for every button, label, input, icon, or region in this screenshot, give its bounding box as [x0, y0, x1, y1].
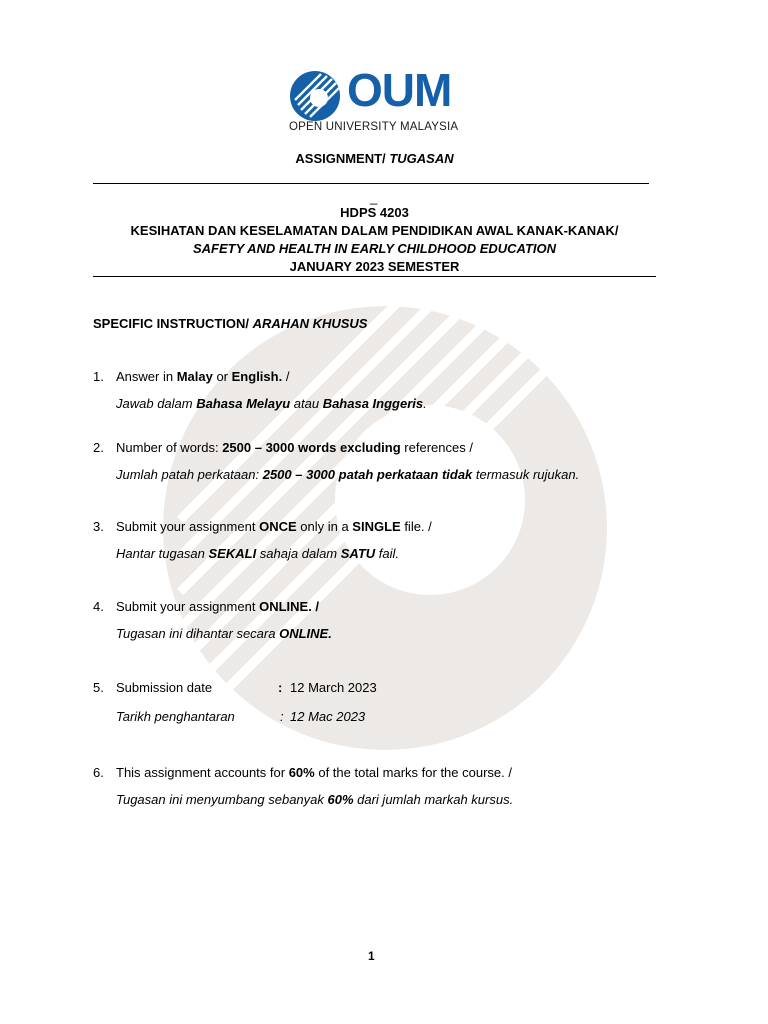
item-4-number: 4.: [93, 599, 104, 614]
item-1-number: 1.: [93, 369, 104, 384]
heading-divider: [93, 183, 649, 184]
page-number: 1: [368, 949, 375, 963]
oum-globe-icon: [289, 70, 341, 122]
item-4-malay: Tugasan ini dihantar secara ONLINE.: [116, 626, 332, 641]
item-2-number: 2.: [93, 440, 104, 455]
tarikh-penghantaran-label: Tarikh penghantaran: [116, 709, 235, 724]
logo-subtitle: OPEN UNIVERSITY MALAYSIA: [289, 121, 459, 133]
submission-date-value: 12 March 2023: [290, 680, 377, 695]
logo-wordmark: OUM: [347, 64, 452, 116]
submission-date-colon: :: [278, 680, 283, 695]
semester: JANUARY 2023 SEMESTER: [289, 259, 460, 274]
item-3-malay: Hantar tugasan SEKALI sahaja dalam SATU fail.: [116, 546, 400, 561]
instruction-heading: SPECIFIC INSTRUCTION/ ARAHAN KHUSUS: [93, 316, 368, 331]
course-title-malay: KESIHATAN DAN KESELAMATAN DALAM PENDIDIKAN AWAL KANAK-KANAK/: [130, 223, 619, 238]
item-1-english: Answer in Malay or English. /: [116, 369, 290, 384]
tarikh-penghantaran-value: 12 Mac 2023: [290, 709, 366, 724]
submission-date-label: Submission date: [116, 680, 213, 695]
course-code: HDPS 4203: [340, 205, 409, 220]
course-title-english: SAFETY AND HEALTH IN EARLY CHILDHOOD EDUCATION: [192, 241, 557, 256]
tarikh-penghantaran-colon: :: [280, 709, 284, 724]
heading-divider-tail: _: [370, 190, 378, 205]
item-2-english: Number of words: 2500 – 3000 words excluding references /: [116, 440, 473, 455]
item-6-malay: Tugasan ini menyumbang sebanyak 60% dari jumlah markah kursus.: [116, 792, 514, 807]
item-5-number: 5.: [93, 680, 104, 695]
assignment-heading: ASSIGNMENT/ TUGASAN: [295, 151, 454, 166]
item-2-malay: Jumlah patah perkataan: 2500 – 3000 patah perkataan tidak termasuk rujukan.: [116, 467, 580, 482]
item-1-malay: Jawab dalam Bahasa Melayu atau Bahasa Inggeris.: [116, 396, 427, 411]
course-divider: [93, 276, 656, 277]
item-3-number: 3.: [93, 519, 104, 534]
item-4-english: Submit your assignment ONLINE. /: [116, 599, 320, 614]
item-3-english: Submit your assignment ONCE only in a SINGLE file. /: [116, 519, 432, 534]
oum-logo: [289, 64, 464, 136]
item-6-english: This assignment accounts for 60% of the total marks for the course. /: [116, 765, 512, 780]
item-6-number: 6.: [93, 765, 104, 780]
